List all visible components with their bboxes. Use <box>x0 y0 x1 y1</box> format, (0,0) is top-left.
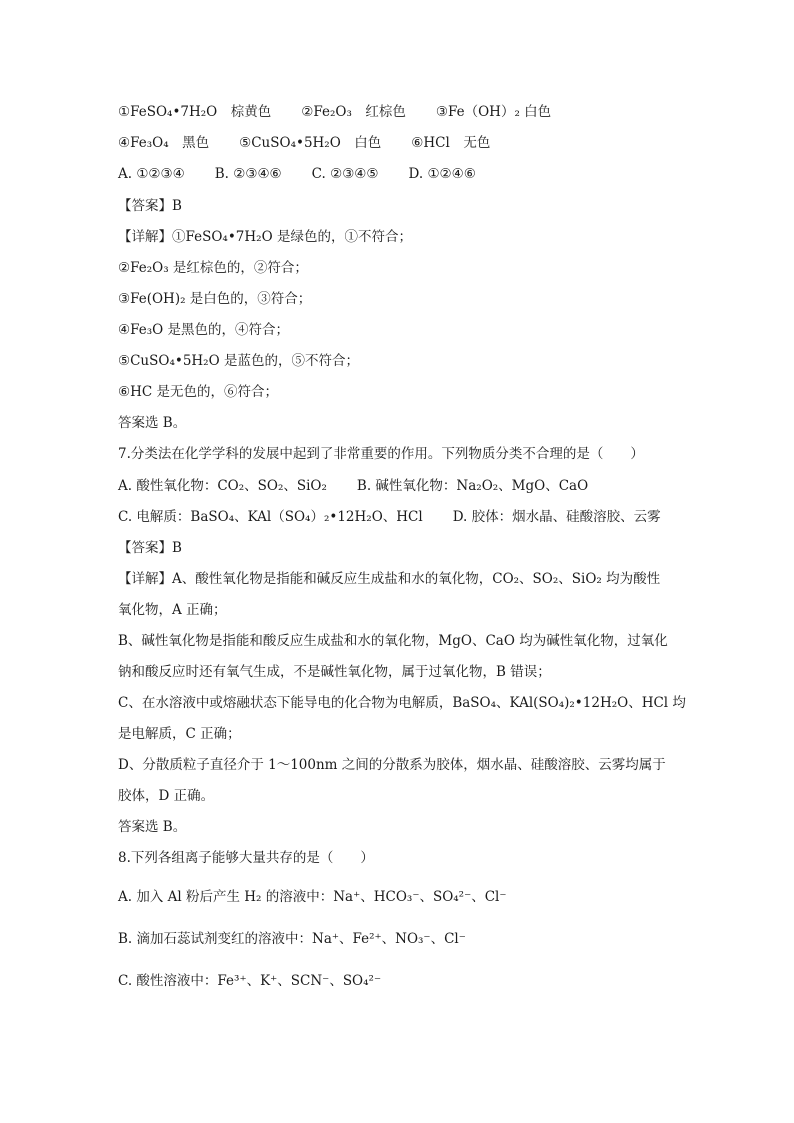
explanation-text: ⑤CuSO₄•5H₂O 是蓝色的，⑤不符合； <box>118 353 359 369</box>
conclusion-text: 答案选 B。 <box>118 819 187 835</box>
choice-d: D. ①②④⑥ <box>408 166 476 182</box>
answer-line <box>118 538 688 558</box>
choice-b: B. 碱性氧化物：Na₂O₂、MgO、CaO <box>356 478 589 494</box>
question-text: 7.分类法在化学学科的发展中起到了非常重要的作用。下列物质分类不合理的是（ ） <box>118 446 644 462</box>
question-7-choices-row-1 <box>118 476 688 496</box>
explanation-text: B、碱性氧化物是指能和酸反应生成盐和水的氧化物，MgO、CaO 均为碱性氧化物，过氧化 <box>118 633 668 649</box>
question-text: 8.下列各组离子能够大量共存的是（ ） <box>118 850 374 866</box>
explanation-line-1 <box>118 227 688 247</box>
option-list-row-2 <box>118 133 688 153</box>
option-3: ③Fe（OH）₂ 白色 <box>435 104 552 120</box>
option-5: ⑤CuSO₄•5H₂O 白色 <box>239 135 382 151</box>
explanation-text: 胶体，D 正确。 <box>118 788 215 804</box>
explanation-line-2 <box>118 258 688 278</box>
answer-text: 【答案】B <box>118 198 182 214</box>
conclusion-line <box>118 413 688 433</box>
question-8-choice-c <box>118 971 688 991</box>
option-6: ⑥HCl 无色 <box>411 135 491 151</box>
question-7-stem <box>118 444 688 464</box>
choice-a: A. ①②③④ <box>118 166 185 182</box>
answer-line <box>118 196 688 216</box>
explanation-text: 是电解质，C 正确； <box>118 726 241 742</box>
question-8-choice-b <box>118 929 688 949</box>
explanation-line <box>118 693 688 713</box>
explanation-text: 钠和酸反应时还有氧气生成，不是碱性氧化物，属于过氧化物，B 错误； <box>118 664 551 680</box>
question-7-choices-row-2 <box>118 507 688 527</box>
choice-b: B. ②③④⑥ <box>214 166 282 182</box>
explanation-line <box>118 600 688 620</box>
explanation-line <box>118 569 688 589</box>
explanation-line-6 <box>118 382 688 402</box>
explanation-text: ②Fe₂O₃ 是红棕色的，②符合； <box>118 260 308 276</box>
choice-c: C. 酸性溶液中：Fe³⁺、K⁺、SCN⁻、SO₄²⁻ <box>118 973 382 989</box>
choice-c: C. ②③④⑤ <box>311 166 379 182</box>
choice-b: B. 滴加石蕊试剂变红的溶液中：Na⁺、Fe²⁺、NO₃⁻、Cl⁻ <box>118 931 466 947</box>
option-2: ②Fe₂O₃ 红棕色 <box>301 104 406 120</box>
explanation-line <box>118 755 688 775</box>
explanation-line-5 <box>118 351 688 371</box>
choice-a: A. 酸性氧化物：CO₂、SO₂、SiO₂ <box>118 478 327 494</box>
explanation-line <box>118 724 688 744</box>
explanation-text: ③Fe(OH)₂ 是白色的，③符合； <box>118 291 312 307</box>
explanation-line-4 <box>118 320 688 340</box>
explanation-text: 氧化物，A 正确； <box>118 602 227 618</box>
explanation-text: 【详解】A、酸性氧化物是指能和碱反应生成盐和水的氧化物，CO₂、SO₂、SiO₂ 均为酸性 <box>118 571 661 587</box>
answer-choices <box>118 164 688 184</box>
explanation-line-3 <box>118 289 688 309</box>
choice-d: D. 胶体：烟水晶、硅酸溶胶、云雾 <box>452 509 661 525</box>
explanation-line <box>118 786 688 806</box>
explanation-text: C、在水溶液中或熔融状态下能导电的化合物为电解质，BaSO₄、KAl(SO₄)₂•12H₂O、HCl 均 <box>118 695 686 711</box>
question-8-stem <box>118 848 688 868</box>
explanation-text: ④Fe₃O 是黑色的，④符合； <box>118 322 289 338</box>
answer-text: 【答案】B <box>118 540 182 556</box>
option-1: ①FeSO₄•7H₂O 棕黄色 <box>118 104 272 120</box>
choice-c: C. 电解质：BaSO₄、KAl（SO₄）₂•12H₂O、HCl <box>118 509 423 525</box>
explanation-text: 【详解】①FeSO₄•7H₂O 是绿色的，①不符合； <box>118 229 412 245</box>
explanation-text: ⑥HC 是无色的，⑥符合； <box>118 384 278 400</box>
explanation-line <box>118 662 688 682</box>
explanation-line <box>118 631 688 651</box>
option-4: ④Fe₃O₄ 黑色 <box>118 135 210 151</box>
conclusion-line <box>118 817 688 837</box>
explanation-text: D、分散质粒子直径介于 1～100nm 之间的分散系为胶体，烟水晶、硅酸溶胶、云雾均属于 <box>118 757 666 773</box>
choice-a: A. 加入 Al 粉后产生 H₂ 的溶液中：Na⁺、HCO₃⁻、SO₄²⁻、Cl⁻ <box>118 889 507 905</box>
question-8-choice-a <box>118 887 688 907</box>
conclusion-text: 答案选 B。 <box>118 415 187 431</box>
option-list-row-1 <box>118 102 688 122</box>
